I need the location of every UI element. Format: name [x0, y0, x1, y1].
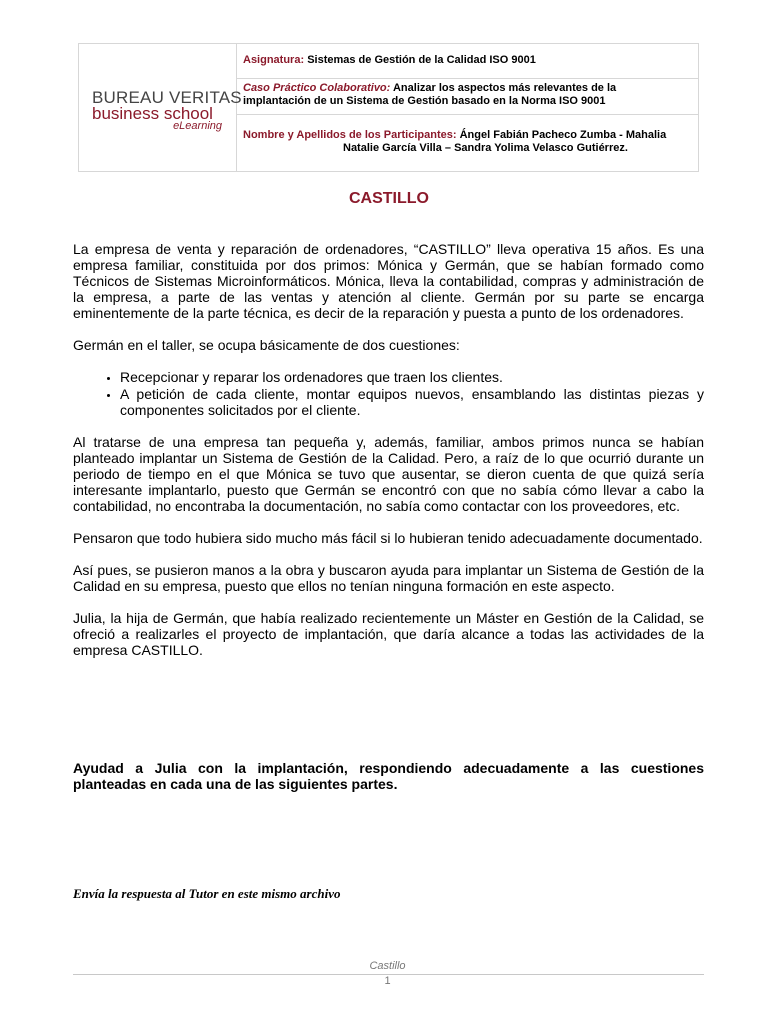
- logo-elearning: eLearning: [173, 120, 222, 132]
- paragraph-background: Al tratarse de una empresa tan pequeña y, además, familiar, ambos primos nunca se habían planteado implantar un Sistema de Gestión de la Calidad. Pero, a raíz de lo que ocurrió durante un periodo de tiempo en el que Mónica se tuvo que ausentar, se dieron cuenta de que quizá sería interesante implantarlo, puesto que Germán se encontró con que no sabía cómo llevar a cabo la contabilidad, no encontraba la documentación, no sabía como contactar con los proveedores, etc.: [73, 434, 704, 514]
- list-item: • A petición de cada cliente, montar equipos nuevos, ensamblando las distintas piezas y componentes solicitados por el cliente.: [120, 386, 704, 418]
- task-list: [73, 369, 704, 418]
- footer-document-name: Castillo: [369, 960, 406, 972]
- participants-label: Nombre y Apellidos de los Participantes:: [243, 129, 457, 141]
- subject-value: Sistemas de Gestión de la Calidad ISO 9001: [307, 54, 536, 66]
- case-row: [237, 79, 698, 115]
- paragraph-julia: Julia, la hija de Germán, que había realizado recientemente un Máster en Gestión de la Calidad, se ofreció a realizarles el proyecto de implantación, que daría alcance a todas las actividades de la empresa CASTILLO.: [73, 610, 704, 658]
- paragraph-help: Así pues, se pusieron manos a la obra y buscaron ayuda para implantar un Sistema de Gestión de la Calidad en su empresa, puesto que ellos no tenían ninguna formación en este aspecto.: [73, 562, 704, 594]
- list-item: • Recepcionar y reparar los ordenadores que traen los clientes.: [120, 369, 704, 385]
- submission-instruction: Envía la respuesta al Tutor en este mismo archivo: [73, 886, 341, 901]
- subject-row: [237, 44, 698, 79]
- participants-value-line1: Ángel Fabián Pacheco Zumba - Mahalia: [459, 129, 667, 141]
- case-value-line1: Analizar los aspectos más relevantes de la: [392, 82, 617, 94]
- paragraph-documentation: Pensaron que todo hubiera sido mucho más fácil si lo hubieran tenido adecuadamente documentado.: [73, 530, 703, 546]
- subject-label: Asignatura:: [243, 54, 305, 66]
- paragraph-german-tasks: Germán en el taller, se ocupa básicamente de dos cuestiones:: [73, 337, 460, 353]
- participants-value-line2: Natalie García Villa – Sandra Yolima Velasco Gutiérrez.: [343, 142, 628, 154]
- logo-cell: [79, 44, 242, 171]
- header-table: [78, 43, 699, 172]
- paragraph-intro: La empresa de venta y reparación de ordenadores, “CASTILLO” lleva operativa 15 años. Es una empresa familiar, constituida por dos primos: Mónica y Germán, que se habían formado como Técnicos de Sistemas Microinformáticos. Mónica, lleva la contabilidad, compras y administración de la empresa, a parte de las ventas y atención al cliente. Germán por su parte se encarga eminentemente de la parte técnica, es decir de la reparación y puesta a punto de los ordenadores.: [73, 241, 704, 321]
- case-value-line2: implantación de un Sistema de Gestión basado en la Norma ISO 9001: [243, 95, 606, 107]
- logo-bureau-veritas: BUREAU VERITAS: [92, 88, 242, 107]
- document-title: CASTILLO: [349, 190, 429, 207]
- footer-page-number: 1: [384, 975, 391, 987]
- document-body: [73, 241, 704, 674]
- participants-row: [237, 115, 698, 171]
- case-label: Caso Práctico Colaborativo:: [243, 82, 391, 94]
- task-prompt: Ayudad a Julia con la implantación, respondiendo adecuadamente a las cuestiones planteadas en cada una de las siguientes partes.: [73, 760, 704, 792]
- logo-business-school: business school: [92, 104, 213, 123]
